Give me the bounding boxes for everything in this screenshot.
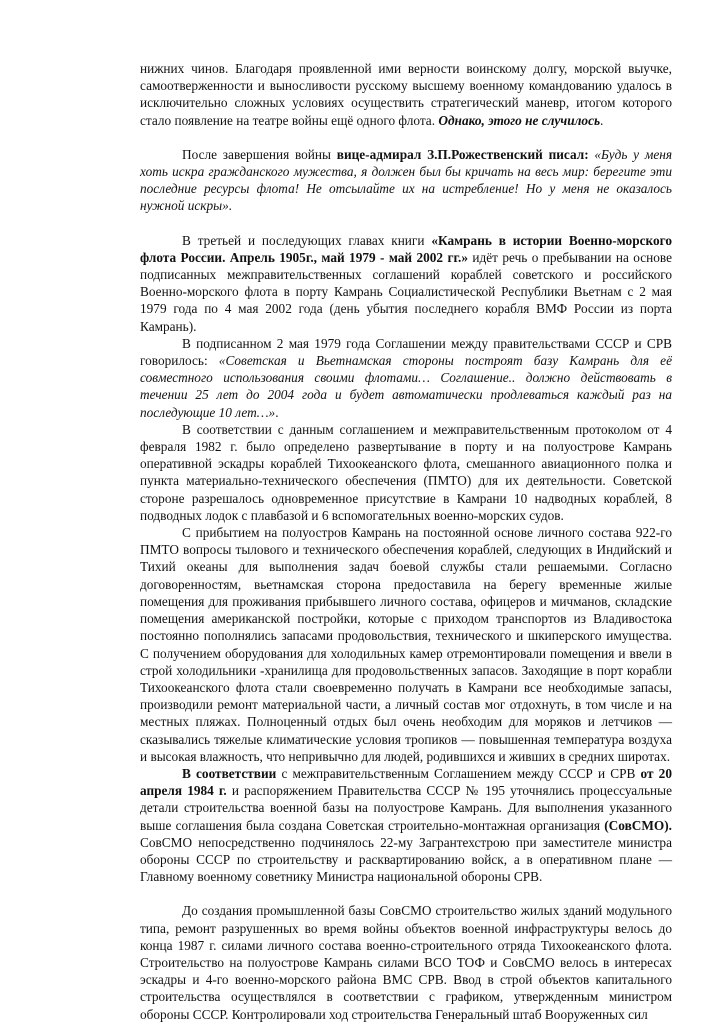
paragraph-6: С прибытием на полуостров Камрань на постоянной основе личного состава 922-го ПМТО вопросы тылового и технического обеспечения кораблей, следующих в Индийский и Тихий океаны для выполнения задач боевой службы стали решаемыми. Согласно договоренностям, вьетнамская сторона предоставила на берегу временные жилые помещения для проживания прибывшего личного состава, офицеров и мичманов, складские помещения американской постройки, которые с приходом транспортов из Владивостока постоянно пополнялись запасами продовольствия, технического и шкиперского имущества. С получением оборудования для холодильных камер отремонтировали помещения и ввели в строй холодильники -хранилища для продовольственных запасов. Заходящие в порт корабли Тихоокеанского флота стали своевременно получать в Камрани все необходимые запасы, производили ремонт материальной части, а личный состав мог отдохнуть, в том числе и на местных пляжах. Полноценный отдых был очень необходим для моряков и летчиков — сказывались тяжелые климатические условия тропиков — повышенная температура воздуха и высокая влажность, что непривычно для людей, родившихся и живших в средних широтах. — [140, 525, 672, 764]
paragraph-4-quote: «Советская и Вьетнамская стороны построят базу Камрань для её совместного использования своими флотами… Соглашение.. должно действовать в течении 25 лет до 2004 года и будет автоматически продлеваться каждый раз на последующие 10 лет…» — [140, 353, 672, 420]
paragraph-2-author: вице-адмирал З.П.Рожественский писал: — [336, 146, 589, 162]
paragraph-3-book-title: «Камрань в истории Военно-морского флота России. Апрель 1905г., май 1979 - май 2002 гг.» — [140, 232, 672, 265]
paragraph-4-intro: В подписанном 2 мая 1979 года Соглашении между правительствами СССР и СРВ говорилось: — [140, 335, 672, 369]
paragraph-7 — [140, 765, 672, 885]
paragraph-7-tail: СовСМО непосредственно подчинялось 22-му Загрантехстрою при заместителе министра обороны СССР по строительству и расквартированию войск, а в оперативном плане — Главному военному советнику Министра национальной обороны СРВ. — [140, 834, 672, 885]
paragraph-gap — [140, 885, 672, 902]
paragraph-2-intro: После завершения войны — [182, 146, 337, 162]
paragraph-7-mid: с межправительственным Соглашением между СССР и СРВ — [276, 765, 641, 781]
paragraph-3-intro: В третьей и последующих главах книги — [182, 232, 432, 248]
paragraph-1 — [140, 60, 672, 129]
paragraph-7-rest: и распоряжением Правительства СССР № 195 уточнялись процессуальные детали строительства военной базы на полуострове Камрань. Для выполнения указанного выше соглашения была создана Советская строительно-монтажная организация — [140, 783, 672, 833]
paragraph-5: В соответствии с данным соглашением и межправительственным протоколом от 4 февраля 1982 г. было определено развертывание в порту и на полуострове Камрань оперативной эскадры кораблей Тихоокеанского флота, смешанного авиационного полка и пункта материально-технического обеспечения (ПМТО) для их деятельности. Советской стороне разрешалось одновременное присутствие в Камрани 10 надводных кораблей, 8 подводных лодок с плавбазой и 6 вспомогательных военно-морских судов. — [140, 421, 672, 523]
paragraph-4 — [140, 335, 672, 421]
paragraph-gap — [140, 129, 672, 146]
paragraph-8: До создания промышленной базы СовСМО строительство жилых зданий модульного типа, ремонт разрушенных во время войны объектов военной инфраструктуры велось до конца 1987 г. силами личного состава военно-строительного отряда Тихоокеанского флота. Строительство на полуострове Камрань силами ВСО ТОФ и СовСМО велось в интересах эскадры и 4-го военно-морского района ВМС СРВ. Ввод в строй объектов капитального строительства осуществлялся в соответствии с графиком, утвержденным министром обороны СССР. Контролировали ход строительства Генеральный штаб Вооруженных сил — [140, 903, 672, 1022]
paragraph-7-lead: В соответствии — [182, 765, 277, 781]
document-page — [140, 60, 672, 1023]
paragraph-3 — [140, 232, 672, 335]
paragraph-2 — [140, 146, 672, 215]
paragraph-7-org: (СовСМО). — [604, 817, 672, 833]
paragraph-1-text: нижних чинов. Благодаря проявленной ими верности воинскому долгу, морской выучке, самоотверженности и выносливости русскому высшему военному командованию удалось в исключительно сложных условиях осуществить стратегический маневр, итогом которого стало появление на театре войны ещё одного флота. — [140, 61, 672, 128]
paragraph-1-emphasis: Однако, этого не случилось — [438, 112, 601, 128]
paragraph-gap — [140, 215, 672, 232]
paragraph-1-end: . — [600, 112, 604, 128]
paragraph-3-rest: идёт речь о пребывании на основе подписанных межправительственных соглашений кораблей советского и российского Военно-морского флота в порту Камрань Социалистической Республики Вьетнам с 2 мая 1979 года по 4 мая 2002 года (день убытия последнего корабля ВМФ России из порта Камрань). — [140, 249, 672, 334]
paragraph-2-quote: «Будь у меня хоть искра гражданского мужества, я должен был бы кричать на весь мир: берегите эти последние ресурсы флота! Не отсылайте их на истребление! Но у меня не оказалось нужной искры». — [140, 146, 672, 214]
paragraph-4-end: . — [275, 404, 279, 420]
paragraph-7-date: от 20 апреля 1984 г. — [140, 765, 672, 799]
